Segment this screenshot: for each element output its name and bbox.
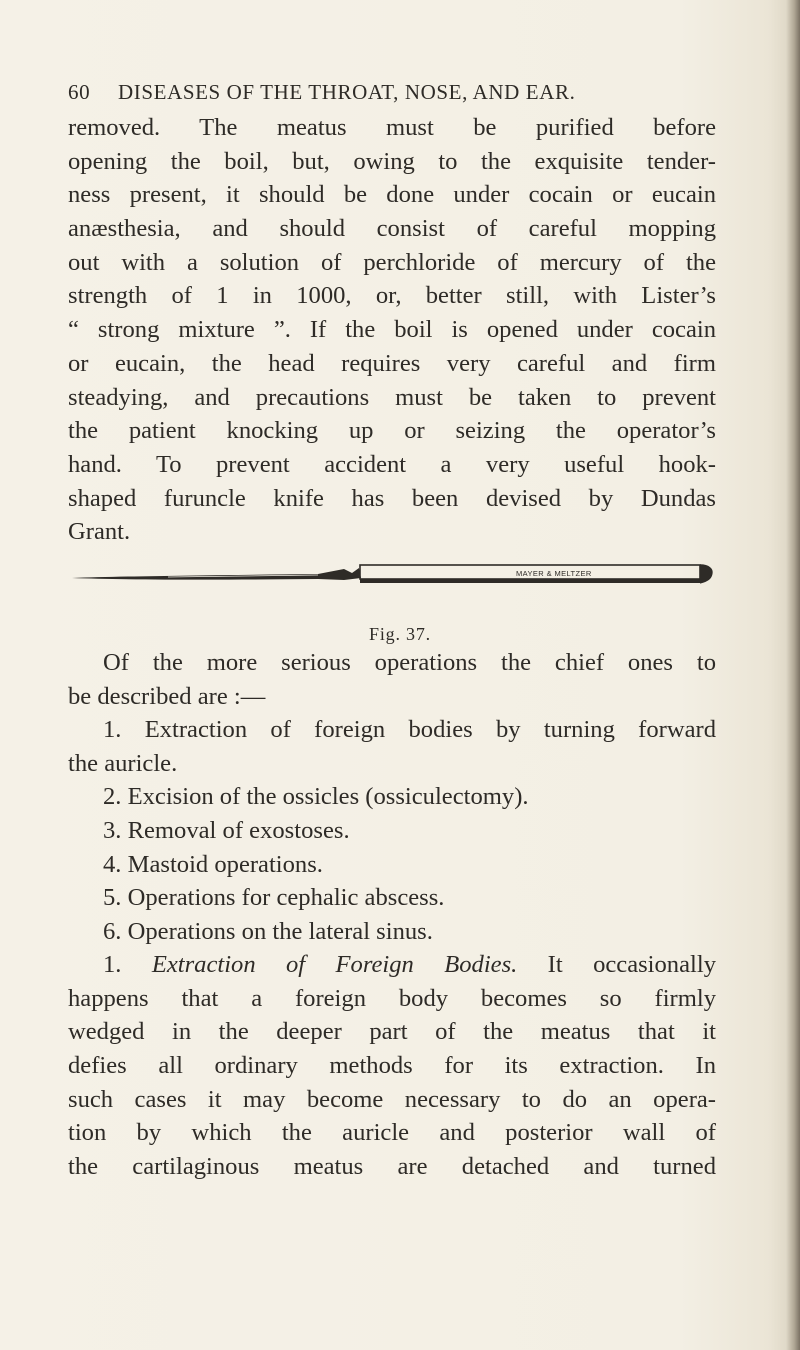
operations-list [68, 713, 716, 949]
list-item: 6. Operations on the lateral sinus. [103, 918, 433, 946]
list-item: 5. Operations for cephalic abscess. [103, 884, 445, 912]
page-number: 60 [68, 80, 91, 104]
text-line: removed. The meatus must be purified before [68, 114, 716, 141]
furuncle-knife-figure [68, 556, 716, 586]
text-line: strength of 1 in 1000, or, better still, with Lister’s [68, 282, 716, 310]
running-header [68, 80, 708, 105]
text-line: tion by which the auricle and posterior wall of [68, 1119, 716, 1147]
text-line: steadying, and precautions must be taken to prevent [68, 383, 716, 411]
section-heading: Extraction of Foreign Bodies. [151, 951, 518, 978]
handle-end [700, 565, 712, 583]
list-item: 4. Mastoid operations. [103, 850, 323, 878]
text-line: wedged in the deeper part of the meatus that it [68, 1018, 716, 1046]
list-item: 3. Removal of exostoses. [103, 817, 350, 845]
text-line: opening the boil, but, owing to the exquisite tender- [68, 147, 716, 175]
text-line: be described are :— [68, 682, 266, 710]
text-line: shaped furuncle knife has been devised by Dundas [68, 484, 716, 512]
knife-blade [72, 568, 361, 580]
text-line: anæsthesia, and should consist of careful mopping [68, 215, 716, 243]
section-first-line-text: It occasionally [547, 951, 716, 978]
text-line: or eucain, the head requires very careful and firm [68, 349, 716, 377]
list-item: 2. Excision of the ossicles (ossiculectomy). [103, 783, 529, 811]
text-line: defies all ordinary methods for its extraction. In [68, 1052, 716, 1080]
operations-intro [68, 646, 716, 713]
text-line: happens that a foreign body becomes so firmly [68, 984, 716, 1012]
section-foreign-bodies [68, 948, 716, 1184]
text-line: the patient knocking up or seizing the operator’s [68, 417, 716, 445]
text-line: such cases it may become necessary to do an opera- [68, 1085, 716, 1113]
text-line: out with a solution of perchloride of mercury of the [68, 248, 716, 276]
text-line: Grant. [68, 518, 131, 546]
list-item: 1. Extraction of foreign bodies by turning forward [103, 716, 716, 743]
paragraph-boil-treatment [68, 111, 716, 549]
text-line: hand. To prevent accident a very useful hook- [68, 450, 716, 478]
running-title: DISEASES OF THE THROAT, NOSE, AND EAR. [118, 80, 576, 104]
text-line: ness present, it should be done under cocain or eucain [68, 181, 716, 209]
list-item-continuation: the auricle. [68, 749, 178, 777]
section-first-line [68, 948, 716, 982]
section-number: 1. [103, 951, 122, 978]
text-line: “ strong mixture ”. If the boil is opened under cocain [68, 316, 716, 344]
text-line: the cartilaginous meatus are detached and turned [68, 1153, 716, 1181]
figure-caption: Fig. 37. [369, 624, 431, 644]
page-edge-shadow [786, 0, 800, 1350]
maker-mark: MAYER & MELTZER [516, 569, 592, 578]
text-line: Of the more serious operations the chief ones to [103, 649, 716, 676]
